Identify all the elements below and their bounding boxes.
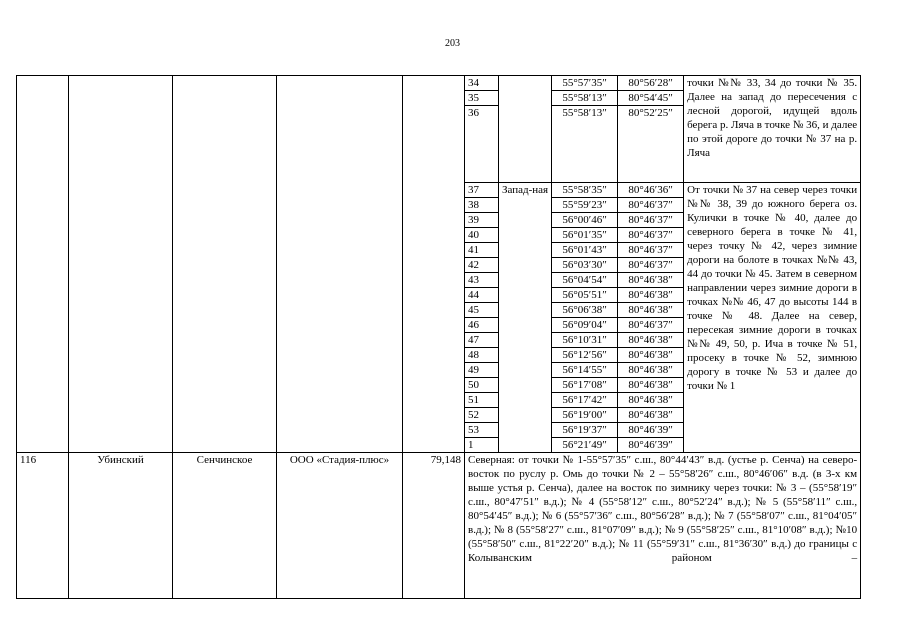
district-name: Убинский: [69, 453, 173, 599]
longitude: 80°54′45″: [618, 91, 684, 106]
latitude: 56°01′43″: [552, 243, 618, 258]
longitude: 80°46′38″: [618, 363, 684, 378]
record-number-cell: [17, 76, 69, 453]
longitude: 80°46′39″: [618, 438, 684, 453]
longitude: 80°46′38″: [618, 378, 684, 393]
point-number: 42: [465, 258, 499, 273]
latitude: 56°01′35″: [552, 228, 618, 243]
point-number: 46: [465, 318, 499, 333]
direction-cell: [499, 76, 552, 183]
point-number: 53: [465, 423, 499, 438]
longitude: 80°46′39″: [618, 423, 684, 438]
table-row-record-116: [17, 453, 861, 599]
latitude: 56°12′56″: [552, 348, 618, 363]
point-number: 47: [465, 333, 499, 348]
latitude: 55°57′35″: [552, 76, 618, 91]
longitude: 80°46′38″: [618, 333, 684, 348]
latitude: 56°19′00″: [552, 408, 618, 423]
point-number: 49: [465, 363, 499, 378]
district-cell: [69, 76, 173, 453]
point-number: 52: [465, 408, 499, 423]
record-number: 116: [17, 453, 69, 599]
point-number: 37: [465, 183, 499, 198]
point-number: 50: [465, 378, 499, 393]
latitude: 56°17′42″: [552, 393, 618, 408]
point-number: 41: [465, 243, 499, 258]
latitude: 55°58′13″: [552, 91, 618, 106]
area-name-cell: [173, 76, 277, 453]
point-number: 51: [465, 393, 499, 408]
longitude: 80°46′37″: [618, 213, 684, 228]
latitude: 56°10′31″: [552, 333, 618, 348]
longitude: 80°46′37″: [618, 243, 684, 258]
license-area-name: Сенчинское: [173, 453, 277, 599]
latitude: 56°00′46″: [552, 213, 618, 228]
latitude: 56°19′37″: [552, 423, 618, 438]
direction-label: Запад-ная: [502, 184, 549, 196]
latitude: 56°14′55″: [552, 363, 618, 378]
area-value-cell: [403, 76, 465, 453]
longitude: 80°46′37″: [618, 318, 684, 333]
page-number: 203: [445, 38, 460, 49]
point-number: 43: [465, 273, 499, 288]
point-number: 44: [465, 288, 499, 303]
longitude: 80°56′28″: [618, 76, 684, 91]
latitude: 56°21′49″: [552, 438, 618, 453]
latitude: 56°04′54″: [552, 273, 618, 288]
direction-cell: [499, 183, 552, 453]
point-number: 40: [465, 228, 499, 243]
longitude: 80°46′36″: [618, 183, 684, 198]
latitude: 56°09′04″: [552, 318, 618, 333]
latitude: 55°58′35″: [552, 183, 618, 198]
point-number: 35: [465, 91, 499, 106]
boundary-description-116: Северная: от точки № 1-55°57′35″ с.ш., 80°44′43″ в.д. (устье р. Сенча) на северо-восток по руслу р. Омь до точки № 2 – 55°58′26″ с.ш., 80°46′06″ в.д. (в 3-х км выше устья р. Сенча), далее на восток по зимнику через точки: № 3 – (55°58′19″ с.ш., 80°47′51″ в.д.); № 4 (55°58′12″ с.ш., 80°52′24″ в.д.); № 5 (55°58′11″ с.ш., 80°54′45″ в.д.); № 6 (55°57′36″ с.ш., 80°56′28″ в.д.); № 7 (55°58′07″ с.ш., 81°04′05″ в.д.); № 8 (55°58′27″ с.ш., 81°07′09″ в.д.); № 9 (55°58′25″ с.ш., 81°10′08″ в.д.); №10 (55°58′50″ с.ш., 81°22′20″ в.д.); № 11 (55°59′31″ с.ш., 81°36′30″ в.д.) до границы с Колыванским районом –: [465, 453, 861, 599]
latitude: 55°59′23″: [552, 198, 618, 213]
table-row: [17, 76, 861, 91]
longitude: 80°52′25″: [618, 106, 684, 183]
organization-name: ООО «Стадия-плюс»: [277, 453, 403, 599]
boundary-table: [16, 75, 861, 599]
boundary-description: От точки № 37 на север через точки №№ 38, 39 до южного берега оз. Кулички в точке № 40, далее до северного берега в точке № 41, через точку № 42, через зимние дороги на болоте в точках №№ 43, 44 до точки № 45. Затем в северном направлении через зимние дороги в точках №№ 46, 47 до высоты 144 в точке № 48. Далее на север, пересекая зимние дороги в точках №№ 49, 50, р. Ича в точке № 51, просеку в точке № 52, зимнюю дорогу в точке № 53 и далее до точки № 1: [684, 183, 861, 453]
latitude: 56°03′30″: [552, 258, 618, 273]
point-number: 1: [465, 438, 499, 453]
point-number: 38: [465, 198, 499, 213]
point-number: 36: [465, 106, 499, 183]
point-number: 48: [465, 348, 499, 363]
longitude: 80°46′38″: [618, 303, 684, 318]
latitude: 55°58′13″: [552, 106, 618, 183]
latitude: 56°17′08″: [552, 378, 618, 393]
longitude: 80°46′38″: [618, 288, 684, 303]
longitude: 80°46′38″: [618, 393, 684, 408]
point-number: 45: [465, 303, 499, 318]
longitude: 80°46′38″: [618, 273, 684, 288]
longitude: 80°46′37″: [618, 258, 684, 273]
point-number: 34: [465, 76, 499, 91]
boundary-description: точки №№ 33, 34 до точки № 35. Далее на запад до пересечения с лесной дорогой, идущей вдоль берега р. Ляча в точке № 36, и далее по этой дороге до точки № 37 на р. Ляча: [684, 76, 861, 183]
latitude: 56°06′38″: [552, 303, 618, 318]
license-area-value: 79,148: [403, 453, 465, 599]
longitude: 80°46′38″: [618, 348, 684, 363]
latitude: 56°05′51″: [552, 288, 618, 303]
point-number: 39: [465, 213, 499, 228]
organization-cell: [277, 76, 403, 453]
longitude: 80°46′37″: [618, 228, 684, 243]
longitude: 80°46′38″: [618, 408, 684, 423]
longitude: 80°46′37″: [618, 198, 684, 213]
